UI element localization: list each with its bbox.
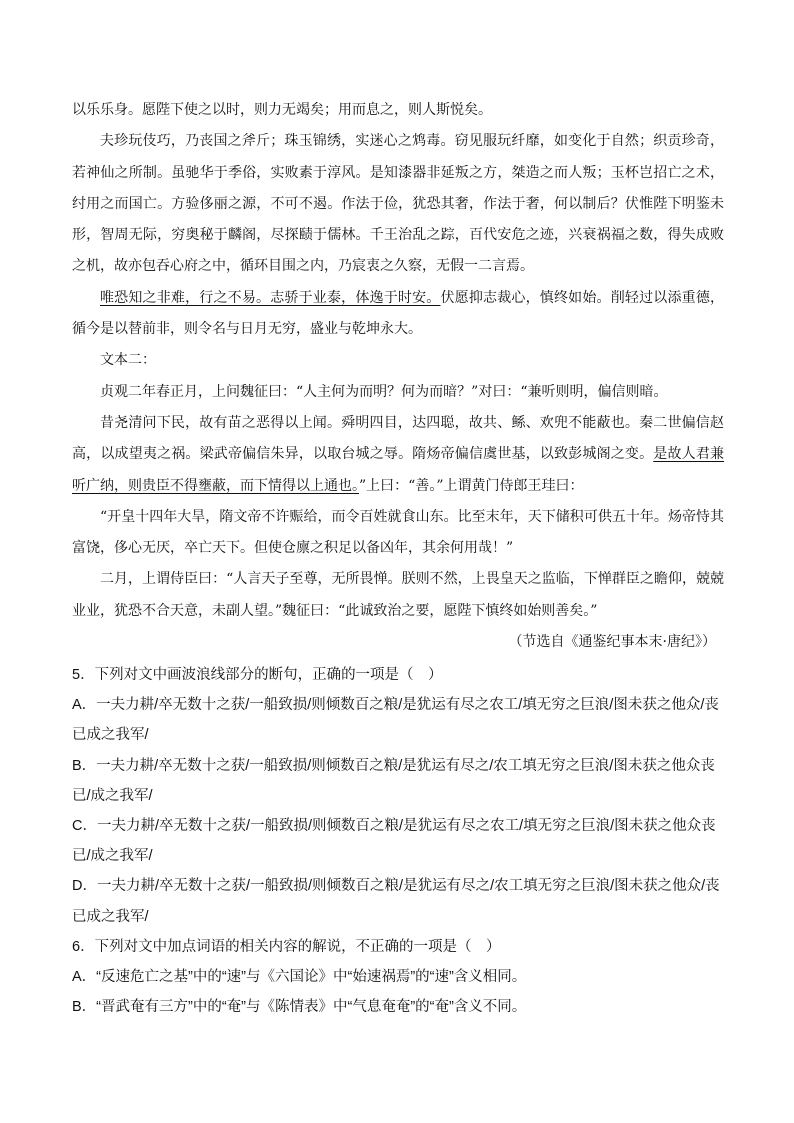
question-5-option-a: A．一夫力耕/卒无数十之获/一船致损/则倾数百之粮/是犹运有尽之农工/填无穷之巨浪/图未获之他众/丧已成之我军/ <box>72 697 719 744</box>
source-citation: （节选自《通鉴纪事本末·唐纪》） <box>508 634 716 651</box>
text-two-label: 文本二： <box>100 352 156 369</box>
question-5-option-d: D．一夫力耕/卒无数十之获/一船致损/则倾数百之粮/是犹运有尽之/农工填无穷之巨浪/图未获之他众/丧已成之我军/ <box>72 878 720 925</box>
classical-passage <box>72 95 724 658</box>
passage-paragraph: 夫珍玩伎巧，乃丧国之斧斤；珠玉锦绣，实迷心之鸩毒。窃见服玩纤靡，如变化于自然；织贡珍奇，若神仙之所制。虽驰华于季俗，实败素于淳风。是知漆器非延叛之方，桀造之而人叛；玉杯岂招亡之术，纣用之而国亡。方验侈丽之源，不可不遏。作法于俭，犹恐其奢，作法于奢，何以制后？伏惟陛下明鉴未形，智周无际，穷奥秘于麟阁，尽探赜于儒林。千王治乱之踪，百代安危之迹，兴衰祸福之数，得失成败之机，故亦包吞心府之中，循环目围之内，乃宸衷之久察，无假一二言焉。 <box>72 133 724 275</box>
passage-paragraph: “开皇十四年大旱，隋文帝不许赈给，而令百姓就食山东。比至末年，天下储积可供五十年。炀帝恃其富饶，侈心无厌，卒亡天下。但使仓廪之积足以备凶年，其余何用哉！” <box>72 508 724 557</box>
questions-section <box>72 660 724 1022</box>
passage-text: 昔尧清问下民，故有苗之恶得以上闻。舜明四目，达四聪，故共、鲧、欢兜不能蔽也。秦二世偏信赵高，以成望夷之祸。梁武帝偏信朱异，以取台城之辱。隋炀帝偏信虞世基，以致彭城阁之变。 <box>72 414 724 463</box>
passage-paragraph: 贞观二年春正月，上问魏征曰：“人主何为而明？何为而暗？”对曰：“兼听则明，偏信则暗。 <box>100 383 668 400</box>
question-5-stem: 5．下列对文中画波浪线部分的断句，正确的一项是（ ） <box>72 667 443 683</box>
passage-paragraph <box>72 283 724 346</box>
underlined-sentence: 是故人君兼听广纳，则贵臣不得壅蔽，而下情得以上通也。 <box>72 446 725 494</box>
question-5-option-c: C．一夫力耕/卒无数十之获/一船致损/则倾数百之粮/是犹运有尽之农工/填无穷之巨浪/图未获之他众丧已/成之我军/ <box>72 818 716 865</box>
underlined-sentence: 唯恐知之非难，行之不易。志骄于业泰，体逸于时安。 <box>100 289 441 306</box>
question-5-option-b: B．一夫力耕/卒无数十之获/一船致损/则倾数百之粮/是犹运有尽之/农工填无穷之巨浪/图未获之他众丧已/成之我军/ <box>72 757 715 804</box>
passage-paragraph: 以乐乐身。愿陛下使之以时，则力无竭矣；用而息之，则人斯悦矣。 <box>72 102 492 118</box>
passage-text: 伏愿抑志裁心，慎终如始。削轻过以添重德，循今是以替前非，则令名与日月无穷，盛业与乾坤永大。 <box>72 289 725 338</box>
question-6-option-b: B．“晋武奄有三方”中的“奄”与《陈情表》中“气息奄奄”的“奄”含义不同。 <box>72 999 527 1016</box>
passage-paragraph <box>72 408 724 502</box>
passage-text: ”上曰：“善。”上谓黄门侍郎王珪曰： <box>359 477 584 494</box>
question-6-option-a: A．“反速危亡之基”中的“速”与《六国论》中“始速祸焉”的“速”含义相同。 <box>72 969 527 986</box>
question-6-stem: 6．下列对文中加点词语的相关内容的解说，不正确的一项是（ ） <box>72 938 501 955</box>
passage-paragraph: 二月，上谓侍臣曰：“人言天子至尊，无所畏惮。朕则不然，上畏皇天之监临，下惮群臣之瞻仰，兢兢业业，犹恐不合天意，未副人望。”魏征曰：“此诚致治之要，愿陛下慎终如始则善矣。” <box>72 571 724 619</box>
